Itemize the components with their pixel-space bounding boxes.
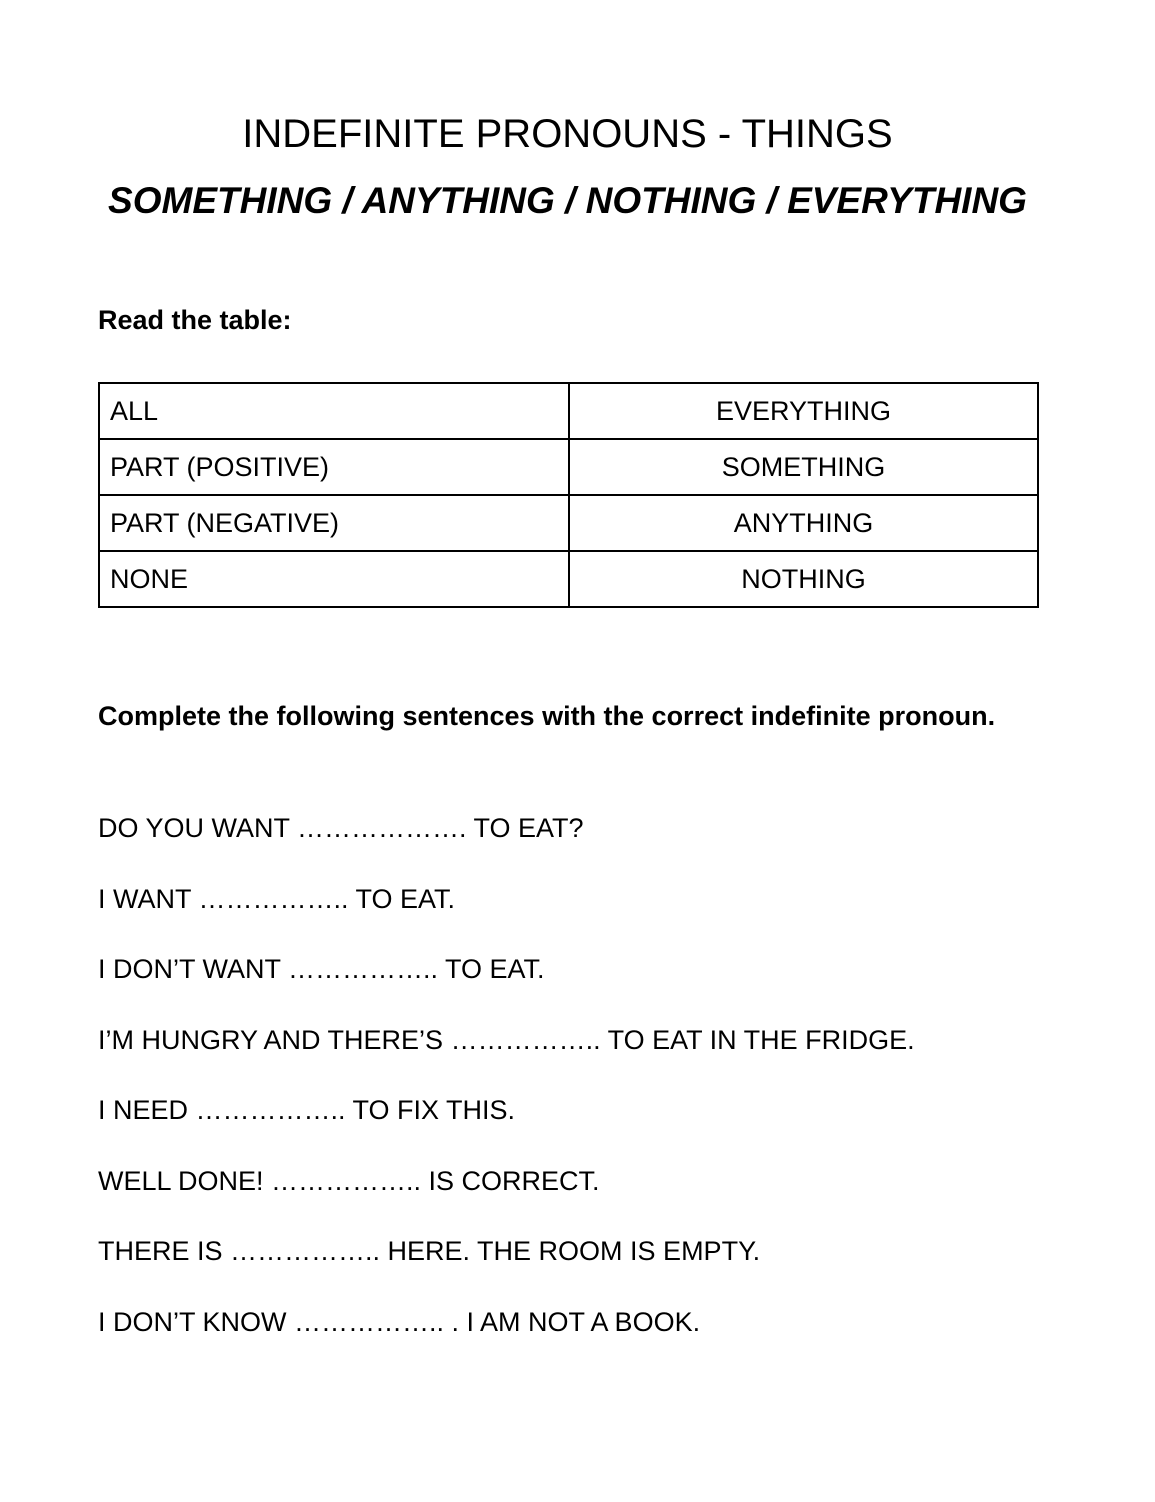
table-cell-pronoun: EVERYTHING xyxy=(569,383,1038,439)
table-cell-pronoun: ANYTHING xyxy=(569,495,1038,551)
exercise-sentence: THERE IS …………….. HERE. THE ROOM IS EMPTY. xyxy=(98,1236,761,1266)
table-cell-category: PART (POSITIVE) xyxy=(99,439,569,495)
exercise-sentence: I NEED …………….. TO FIX THIS. xyxy=(98,1095,516,1125)
exercise-sentence-list xyxy=(98,808,915,1372)
exercise-sentence: WELL DONE! …………….. IS CORRECT. xyxy=(98,1165,600,1196)
table-cell-pronoun: SOMETHING xyxy=(569,439,1038,495)
page-subtitle: SOMETHING / ANYTHING / NOTHING / EVERYTHING xyxy=(108,180,1027,221)
exercise-sentence: I DON’T KNOW …………….. . I AM NOT A BOOK. xyxy=(98,1306,701,1337)
table-cell-category: ALL xyxy=(99,383,569,439)
pronoun-table xyxy=(98,382,1039,608)
table-cell-category: PART (NEGATIVE) xyxy=(99,495,569,551)
table-row xyxy=(99,383,1038,439)
table-row xyxy=(99,551,1038,607)
exercise-sentence: I DON’T WANT …………….. TO EAT. xyxy=(98,954,545,984)
table-cell-pronoun: NOTHING xyxy=(569,551,1038,607)
page-title: INDEFINITE PRONOUNS - THINGS xyxy=(242,112,893,156)
exercise-sentence: I WANT …………….. TO EAT. xyxy=(98,883,456,914)
table-cell-category: NONE xyxy=(99,551,569,607)
complete-sentences-instruction: Complete the following sentences with the correct indefinite pronoun. xyxy=(98,701,996,731)
table-row xyxy=(99,439,1038,495)
exercise-sentence: DO YOU WANT ………………. TO EAT? xyxy=(98,813,584,843)
exercise-sentence: I’M HUNGRY AND THERE’S …………….. TO EAT IN THE FRIDGE. xyxy=(98,1024,915,1055)
read-table-instruction: Read the table: xyxy=(98,305,292,335)
table-row xyxy=(99,495,1038,551)
